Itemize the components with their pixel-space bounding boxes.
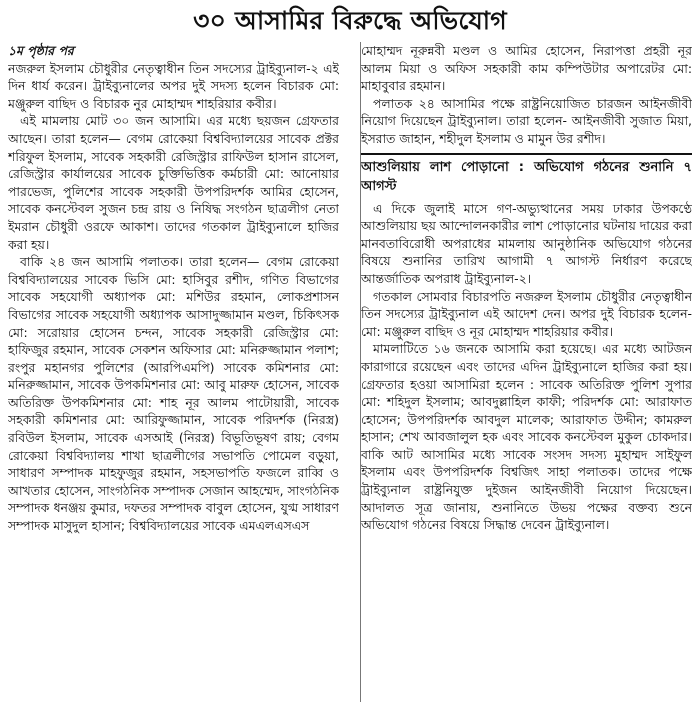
left-column [8,42,339,702]
paragraph: গতকাল সোমবার বিচারপতি নজরুল ইসলাম চৌধুরীর নেতৃত্বাধীন তিন সদস্যের ট্রাইব্যুনাল এই আদেশ দেন। অপর দুই বিচারক হলেন- মো: মঞ্জুরুল বাছিদ ও নূর মোহাম্মদ শাহরিয়ার কবীর। [361,288,692,339]
paragraph: এ দিকে জুলাই মাসে গণ-অভ্যুত্থানের সময় ঢাকার উপকণ্ঠে আশুলিয়ায় ছয় আন্দোলনকারীর লাশ পোড়ানোর ঘটনায় দায়ের করা মানবতাবিরোধী অপরাধের মামলায় আনুষ্ঠানিক অভিযোগ গঠনের বিষয়ে শুনানির তারিখ আগামী ৭ আগস্ট নির্ধারণ করেছে আন্তর্জাতিক অপরাধ ট্রাইব্যুনাল-২। [361,200,692,286]
headline: ৩০ আসামির বিরুদ্ধে অভিযোগ [193,6,507,35]
subheading: আশুলিয়ায় লাশ পোড়ানো : অভিযোগ গঠনের শুনানি ৭ আগস্ট [361,153,692,196]
paragraph: মামলাটিতে ১৬ জনকে আসামি করা হয়েছে। এর মধ্যে আটজন কারাগারে রয়েছেন এবং তাদের এদিন ট্রাইব্যুনালে হাজির করা হয়। গ্রেফতার হওয়া আসামিরা হলেন : সাবেক অতিরিক্ত পুলিশ সুপার মো: শহিদুল ইসলাম; আবদুল্লাহিল কাফী; পরিদর্শক মো: আরাফাত হোসেন; উপপরিদর্শক আবদুল মালেক; আরাফাত উদ্দীন; কামরুল হাসান; শেখ আবজালুল হক এবং সাবেক কনস্টেবল মুকুল চোকদার। বাকি আট আসামির মধ্যে সাবেক সংসদ সদস্য মুহাম্মদ সাইফুল ইসলাম এবং উপপরিদর্শক বিশ্বজিৎ সাহা পলাতক। তাদের পক্ষে ট্রাইব্যুনাল রাষ্ট্রনিযুক্ত দুইজন আইনজীবী নিয়োগ দিয়েছেন। আদালত সূত্র জানায়, শুনানিতে উভয় পক্ষের বক্তব্য শুনে অভিযোগ গঠনের বিষয়ে সিদ্ধান্ত দেবেন ট্রাইব্যুনাল। [361,341,692,533]
continued-from-label: ১ম পৃষ্ঠার পর [8,43,74,58]
paragraph: বাকি ২৪ জন আসামি পলাতক। তারা হলেন— বেগম রোকেয়া বিশ্ববিদ্যালয়ের সাবেক ভিসি মো: হাসিবুর রশীদ, গণিত বিভাগের সাবেক সহযোগী অধ্যাপক মো: মশিউর রহমান, লোকপ্রশাসন বিভাগের সাবেক সহযোগী অধ্যাপক আসাদুজ্জামান মণ্ডল, চিকিৎসক মো: সরোয়ার হোসেন চন্দন, সাবেক সহকারী রেজিস্ট্রার মো: হাফিজুর রহমান, সাবেক সেকশন অফিসার মো: মনিরুজ্জামান পলাশ; রংপুর মহানগর পুলিশের (আরপিএমপি) সাবেক কমিশনার মো: মনিরুজ্জামান, সাবেক উপকমিশনার মো: আবু মারুফ হোসেন, সাবেক অতিরিক্ত উপকমিশনার মো: শাহ নূর আলম পাটোয়ারী, সাবেক সহকারী কমিশনার মো: আরিফুজ্জামান, সাবেক পরিদর্শক (নিরস্ত্র) রবিউল ইসলাম, সাবেক এসআই (নিরস্ত্র) বিভূতিভূষণ রায়; বেগম রোকেয়া বিশ্ববিদ্যালয় শাখা ছাত্রলীগের সভাপতি পোমেল বড়ুয়া, সাধারণ সম্পাদক মাহফুজুর রহমান, সহসভাপতি ফজলে রাব্বি ও আখতার হোসেন, সাংগঠনিক সম্পাদক সেজান আহম্মেদ, সাংগঠনিক সম্পাদক ধনঞ্জয় কুমার, দফতর সম্পাদক বাবুল হোসেন, যুগ্ম সাধারণ সম্পাদক মাসুদুল হাসান; বিশ্ববিদ্যালয়ের সাবেক এমএলএসএস [8,254,339,534]
paragraph: পলাতক ২৪ আসামির পক্ষে রাষ্ট্রনিয়োজিত চারজন আইনজীবী নিয়োগ দিয়েছেন ট্রাইব্যুনাল। তারা হলেন- আইনজীবী সুজাত মিয়া, ইসরাত জাহান, শহীদুল ইসলাম ও মামুন উর রশীদ। [361,95,692,146]
paragraph: নজরুল ইসলাম চৌধুরীর নেতৃত্বাধীন তিন সদস্যের ট্রাইব্যুনাল-২ এই দিন ধার্য করেন। ট্রাইব্যুনালের অপর দুই সদস্য হলেন বিচারক মো: মঞ্জুরুল বাছিদ ও বিচারক নুর মোহাম্মদ শাহরিয়ার কবীর। [8,60,339,111]
column-divider [360,42,361,702]
right-column [361,42,692,702]
paragraph: মোহাম্মদ নূরুন্নবী মণ্ডল ও আমির হোসেন, নিরাপত্তা প্রহরী নূর আলম মিয়া ও অফিস সহকারী কাম কম্পিউটার অপারেটর মো: মাহাবুবার রহমান। [361,43,692,94]
article-columns [8,42,692,702]
paragraph: এই মামলায় মোট ৩০ জন আসামি। এর মধ্যে ছয়জন গ্রেফতার আছেন। তারা হলেন— বেগম রোকেয়া বিশ্ববিদ্যালয়ের সাবেক প্রক্টর শরিফুল ইসলাম, সাবেক সহকারী রেজিস্ট্রার রাফিউল হাসান রাসেল, রেজিস্ট্রার কার্যালয়ের সাবেক চুক্তিভিত্তিক কর্মচারী মো: আনোয়ার পারভেজ, পুলিশের সাবেক সহকারী উপপরিদর্শক আমির হোসেন, সাবেক কনস্টেবল সুজন চন্দ্র রায় ও নিষিদ্ধ সংগঠন ছাত্রলীগ নেতা ইমরান চৌধুরী ওরফে আকাশ। তাদের গতকাল ট্রাইব্যুনালে হাজির করা হয়। [8,113,339,252]
